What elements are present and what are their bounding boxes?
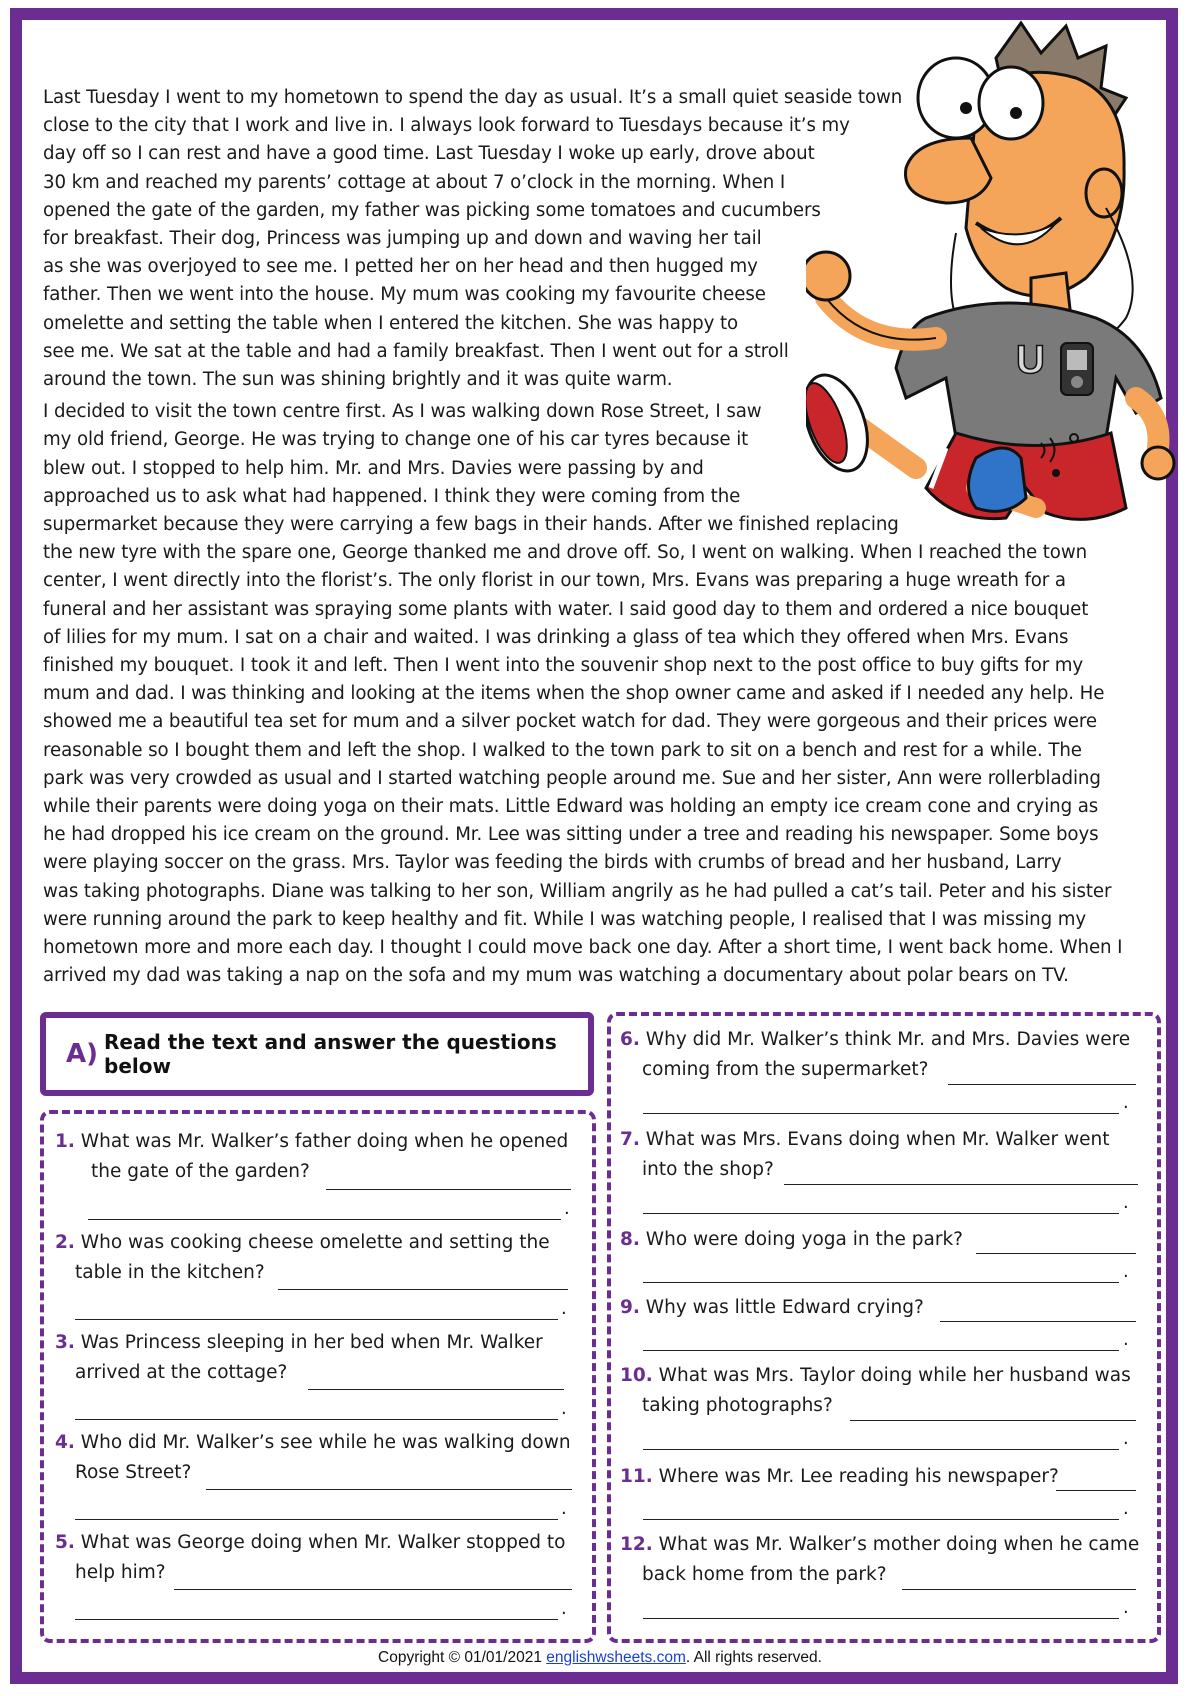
question-number: 12. — [620, 1534, 653, 1555]
question-number: 6. — [620, 1029, 640, 1050]
question-text: coming from the supermarket? — [642, 1059, 929, 1080]
full-stop: . — [1123, 1261, 1129, 1282]
text-line: the new tyre with the spare one, George thanked me and drove off. So, I went on walking. When I reached the town — [43, 542, 1088, 564]
text-line: father. Then we went into the house. My mum was cooking my favourite cheese — [43, 284, 766, 306]
text-line: center, I went directly into the florist’s. The only florist in our town, Mrs. Evans was preparing a huge wreath for a — [43, 570, 1066, 592]
question-number: 3. — [55, 1332, 75, 1353]
question-text: back home from the park? — [642, 1564, 887, 1585]
question-5 — [55, 1528, 585, 1588]
text-line: showed me a beautiful tea set for mum and a silver pocket watch for dad. They were gorgeous and their prices were — [43, 711, 1097, 733]
question-number: 8. — [620, 1229, 640, 1250]
text-line: he had dropped his ice cream on the ground. Mr. Lee was sitting under a tree and reading his newspaper. Some boys — [43, 824, 1099, 846]
answer-line[interactable] — [948, 1083, 1136, 1085]
question-text: Was Princess sleeping in her bed when Mr. Walker — [80, 1332, 543, 1353]
question-text: into the shop? — [642, 1159, 774, 1180]
question-2 — [55, 1228, 585, 1288]
text-line: as she was overjoyed to see me. I petted her on her head and then hugged my — [43, 256, 758, 278]
text-line: hometown more and more each day. I thought I could move back one day. After a short time, I went back home. When I — [43, 937, 1123, 959]
question-text: Rose Street? — [75, 1462, 192, 1483]
answer-line[interactable] — [75, 1618, 558, 1620]
answer-line[interactable] — [643, 1518, 1119, 1520]
question-text: What was Mr. Walker’s mother doing when he came — [658, 1534, 1140, 1555]
question-number: 5. — [55, 1532, 75, 1553]
question-number: 9. — [620, 1297, 640, 1318]
text-line: were running around the park to keep healthy and fit. While I was watching people, I realised that I was missing my — [43, 908, 1087, 930]
question-text: What was George doing when Mr. Walker stopped to — [80, 1532, 566, 1553]
answer-line[interactable] — [643, 1281, 1119, 1283]
answer-line[interactable] — [643, 1617, 1119, 1619]
text-line: around the town. The sun was shining brightly and it was quite warm. — [43, 369, 673, 391]
full-stop: . — [561, 1398, 567, 1419]
answer-line[interactable] — [326, 1188, 571, 1190]
text-line: opened the gate of the garden, my father was picking some tomatoes and cucumbers — [43, 199, 821, 221]
answer-line[interactable] — [643, 1212, 1119, 1214]
answer-line[interactable] — [784, 1183, 1138, 1185]
question-1 — [55, 1127, 585, 1187]
question-text: the gate of the garden? — [91, 1161, 310, 1182]
question-3 — [55, 1328, 585, 1388]
full-stop: . — [1123, 1597, 1129, 1618]
text-line: park was very crowded as usual and I started watching people around me. Sue and her sister, Ann were rollerblading — [43, 767, 1101, 789]
answer-line[interactable] — [75, 1518, 558, 1520]
answer-line[interactable] — [940, 1320, 1136, 1322]
section-heading — [40, 1012, 594, 1096]
question-text: Where was Mr. Lee reading his newspaper? — [658, 1466, 1059, 1487]
text-line: of lilies for my mum. I sat on a chair and waited. I was drinking a glass of tea which they offered when Mrs. Evans — [43, 626, 1069, 648]
site-link[interactable]: englishwsheets.com — [546, 1649, 686, 1666]
text-line: funeral and her assistant was spraying some plants with water. I said good day to them and ordered a nice bouquet — [43, 598, 1089, 620]
question-text: taking photographs? — [642, 1395, 833, 1416]
question-10 — [620, 1361, 1155, 1421]
text-line: while their parents were doing yoga on their mats. Little Edward was holding an empty ice cream cone and crying as — [43, 796, 1099, 818]
text-line: for breakfast. Their dog, Princess was jumping up and down and waving her tail — [43, 228, 762, 250]
question-11 — [620, 1462, 1155, 1492]
answer-line[interactable] — [75, 1318, 558, 1320]
question-text: table in the kitchen? — [75, 1262, 265, 1283]
text-line: omelette and setting the table when I entered the kitchen. She was happy to — [43, 312, 739, 334]
answer-line[interactable] — [976, 1252, 1136, 1254]
paragraph-2 — [43, 398, 1161, 990]
text-line: were playing soccer on the grass. Mrs. Taylor was feeding the birds with crumbs of bread and her husband, Larry — [43, 852, 1062, 874]
answer-line[interactable] — [643, 1112, 1119, 1114]
full-stop: . — [561, 1298, 567, 1319]
svg-text:U: U — [1016, 338, 1045, 382]
text-line: mum and dad. I was thinking and looking at the items when the shop owner came and asked if I needed any help. He — [43, 683, 1105, 705]
full-stop: . — [1123, 1192, 1129, 1213]
full-stop: . — [1123, 1428, 1129, 1449]
text-line: Last Tuesday I went to my hometown to spend the day as usual. It’s a small quiet seaside town — [43, 87, 903, 108]
question-number: 11. — [620, 1466, 653, 1487]
question-text: Why did Mr. Walker’s think Mr. and Mrs. Davies were — [645, 1029, 1131, 1050]
question-text: What was Mrs. Evans doing when Mr. Walker went — [645, 1129, 1110, 1150]
text-line: was taking photographs. Diane was talking to her son, William angrily as he had pulled a cat’s tail. Peter and his sister — [43, 880, 1112, 902]
text-line: approached us to ask what had happened. I think they were coming from the — [43, 485, 741, 507]
question-text: arrived at the cottage? — [75, 1362, 288, 1383]
answer-line[interactable] — [902, 1588, 1136, 1590]
paragraph-1 — [43, 84, 1161, 394]
answer-line[interactable] — [850, 1419, 1136, 1421]
answer-line[interactable] — [278, 1288, 568, 1290]
answer-line[interactable] — [308, 1388, 564, 1390]
answer-line[interactable] — [643, 1349, 1119, 1351]
answer-line[interactable] — [643, 1448, 1119, 1450]
question-12 — [620, 1530, 1155, 1590]
question-7 — [620, 1125, 1155, 1185]
copyright-suffix: . All rights reserved. — [685, 1649, 822, 1666]
answer-line[interactable] — [75, 1418, 558, 1420]
text-line: day off so I can rest and have a good time. Last Tuesday I woke up early, drove about — [43, 143, 815, 165]
answer-line[interactable] — [1056, 1489, 1136, 1491]
full-stop: . — [1123, 1329, 1129, 1350]
full-stop: . — [561, 1498, 567, 1519]
question-6 — [620, 1025, 1155, 1085]
question-text: Who did Mr. Walker’s see while he was walking down — [80, 1432, 571, 1453]
text-line: I decided to visit the town centre first. As I was walking down Rose Street, I saw — [43, 401, 762, 423]
question-text: What was Mr. Walker’s father doing when he opened — [80, 1131, 569, 1152]
text-line: 30 km and reached my parents’ cottage at about 7 o’clock in the morning. When I — [43, 171, 786, 193]
question-8 — [620, 1225, 1155, 1255]
text-line: blew out. I stopped to help him. Mr. and Mrs. Davies were passing by and — [43, 457, 704, 479]
full-stop: . — [561, 1598, 567, 1619]
section-letter: A) — [66, 1039, 99, 1069]
question-9 — [620, 1293, 1155, 1323]
question-number: 7. — [620, 1129, 640, 1150]
text-line: supermarket because they were carrying a few bags in their hands. After we finished replacing — [43, 514, 899, 536]
question-text: help him? — [75, 1562, 166, 1583]
question-text: Who was cooking cheese omelette and setting the — [80, 1232, 550, 1253]
question-text: What was Mrs. Taylor doing while her husband was — [658, 1365, 1131, 1386]
text-line: my old friend, George. He was trying to change one of his car tyres because it — [43, 429, 749, 451]
reading-passage — [43, 84, 1161, 991]
text-line: reasonable so I bought them and left the shop. I walked to the town park to sit on a bench and rest for a while. The — [43, 739, 1082, 761]
full-stop: . — [1123, 1498, 1129, 1519]
answer-line[interactable] — [174, 1588, 572, 1590]
answer-line[interactable] — [206, 1488, 572, 1490]
full-stop: . — [1123, 1092, 1129, 1113]
full-stop: . — [564, 1198, 570, 1219]
question-text: Why was little Edward crying? — [645, 1297, 924, 1318]
copyright-footer — [0, 1649, 1200, 1667]
text-line: see me. We sat at the table and had a family breakfast. Then I went out for a stroll — [43, 340, 789, 362]
question-4 — [55, 1428, 585, 1488]
text-line: arrived my dad was taking a nap on the sofa and my mum was watching a documentary about polar bears on TV. — [43, 965, 1069, 987]
copyright-prefix: Copyright © 01/01/2021 — [378, 1649, 547, 1666]
text-line: close to the city that I work and live in. I always look forward to Tuesdays because it’s my — [43, 115, 850, 137]
question-number: 10. — [620, 1365, 653, 1386]
section-instruction: Read the text and answer the questions below — [104, 1030, 557, 1078]
question-text: Who were doing yoga in the park? — [645, 1229, 963, 1250]
question-number: 2. — [55, 1232, 75, 1253]
text-line: finished my bouquet. I took it and left. Then I went into the souvenir shop next to the post office to buy gifts for my — [43, 655, 1084, 677]
question-number: 4. — [55, 1432, 75, 1453]
answer-line[interactable] — [88, 1218, 561, 1220]
question-number: 1. — [55, 1131, 75, 1152]
